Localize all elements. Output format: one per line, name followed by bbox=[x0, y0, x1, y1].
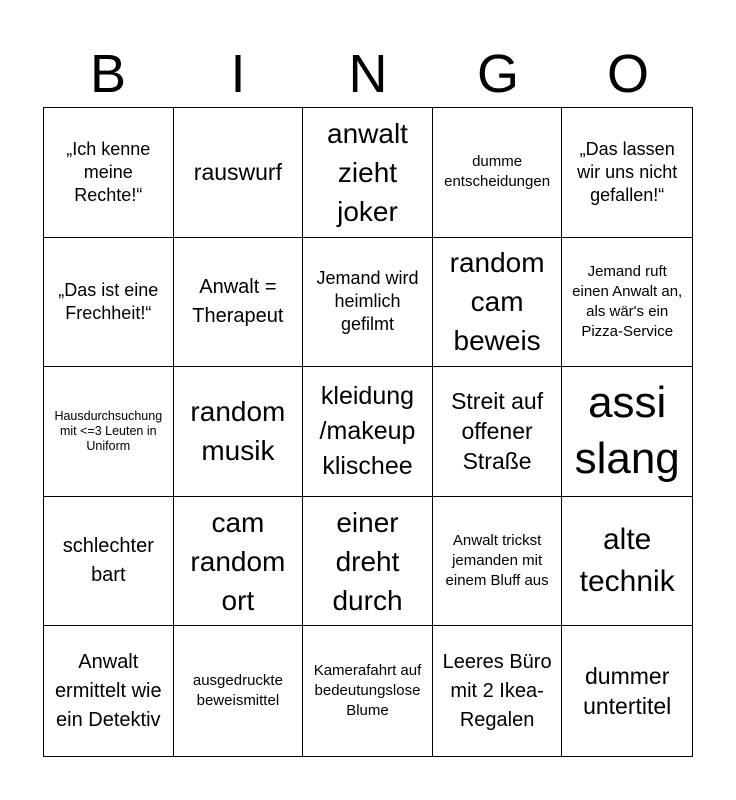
bingo-cell[interactable]: assi slang bbox=[562, 367, 692, 497]
bingo-cell[interactable]: „Ich kenne meine Rechte!“ bbox=[44, 108, 174, 238]
bingo-cell[interactable]: Leeres Büro mit 2 Ikea-Regalen bbox=[433, 626, 563, 756]
bingo-cell[interactable]: Anwalt = Therapeut bbox=[174, 238, 304, 368]
bingo-cell[interactable]: ausgedruckte beweismittel bbox=[174, 626, 304, 756]
bingo-cell[interactable]: anwalt zieht joker bbox=[303, 108, 433, 238]
bingo-cell[interactable]: Hausdurchsuchung mit <=3 Leuten in Uniform bbox=[44, 367, 174, 497]
bingo-cell[interactable]: Kamerafahrt auf bedeutungslose Blume bbox=[303, 626, 433, 756]
bingo-cell[interactable]: rauswurf bbox=[174, 108, 304, 238]
header-letter-n: N bbox=[348, 44, 388, 104]
header-letter-o: O bbox=[606, 44, 649, 104]
bingo-cell[interactable]: „Das lassen wir uns nicht gefallen!“ bbox=[562, 108, 692, 238]
bingo-cell[interactable]: einer dreht durch bbox=[303, 497, 433, 627]
bingo-cell[interactable]: Anwalt ermittelt wie ein Detektiv bbox=[44, 626, 174, 756]
bingo-cell[interactable]: schlechter bart bbox=[44, 497, 174, 627]
bingo-cell[interactable]: Streit auf offener Straße bbox=[433, 367, 563, 497]
header-letter-g: G bbox=[476, 44, 519, 104]
header-letter-b: B bbox=[89, 44, 127, 104]
bingo-cell[interactable]: kleidung /makeup klischee bbox=[303, 367, 433, 497]
bingo-cell[interactable]: alte technik bbox=[562, 497, 692, 627]
bingo-cell[interactable]: Anwalt trickst jemanden mit einem Bluff aus bbox=[433, 497, 563, 627]
bingo-cell[interactable]: Jemand ruft einen Anwalt an, als wär's ein Pizza-Service bbox=[562, 238, 692, 368]
bingo-cell[interactable]: random cam beweis bbox=[433, 238, 563, 368]
bingo-board bbox=[43, 107, 693, 757]
bingo-cell[interactable]: random musik bbox=[174, 367, 304, 497]
bingo-cell[interactable]: cam random ort bbox=[174, 497, 304, 627]
bingo-cell[interactable]: „Das ist eine Frechheit!“ bbox=[44, 238, 174, 368]
bingo-cell[interactable]: dummer untertitel bbox=[583, 663, 672, 720]
bingo-header bbox=[43, 44, 693, 104]
header-letter-i: I bbox=[230, 44, 246, 104]
bingo-cell[interactable]: Jemand wird heimlich gefilmt bbox=[303, 238, 433, 368]
bingo-cell[interactable]: dumme entscheidungen bbox=[433, 108, 563, 238]
